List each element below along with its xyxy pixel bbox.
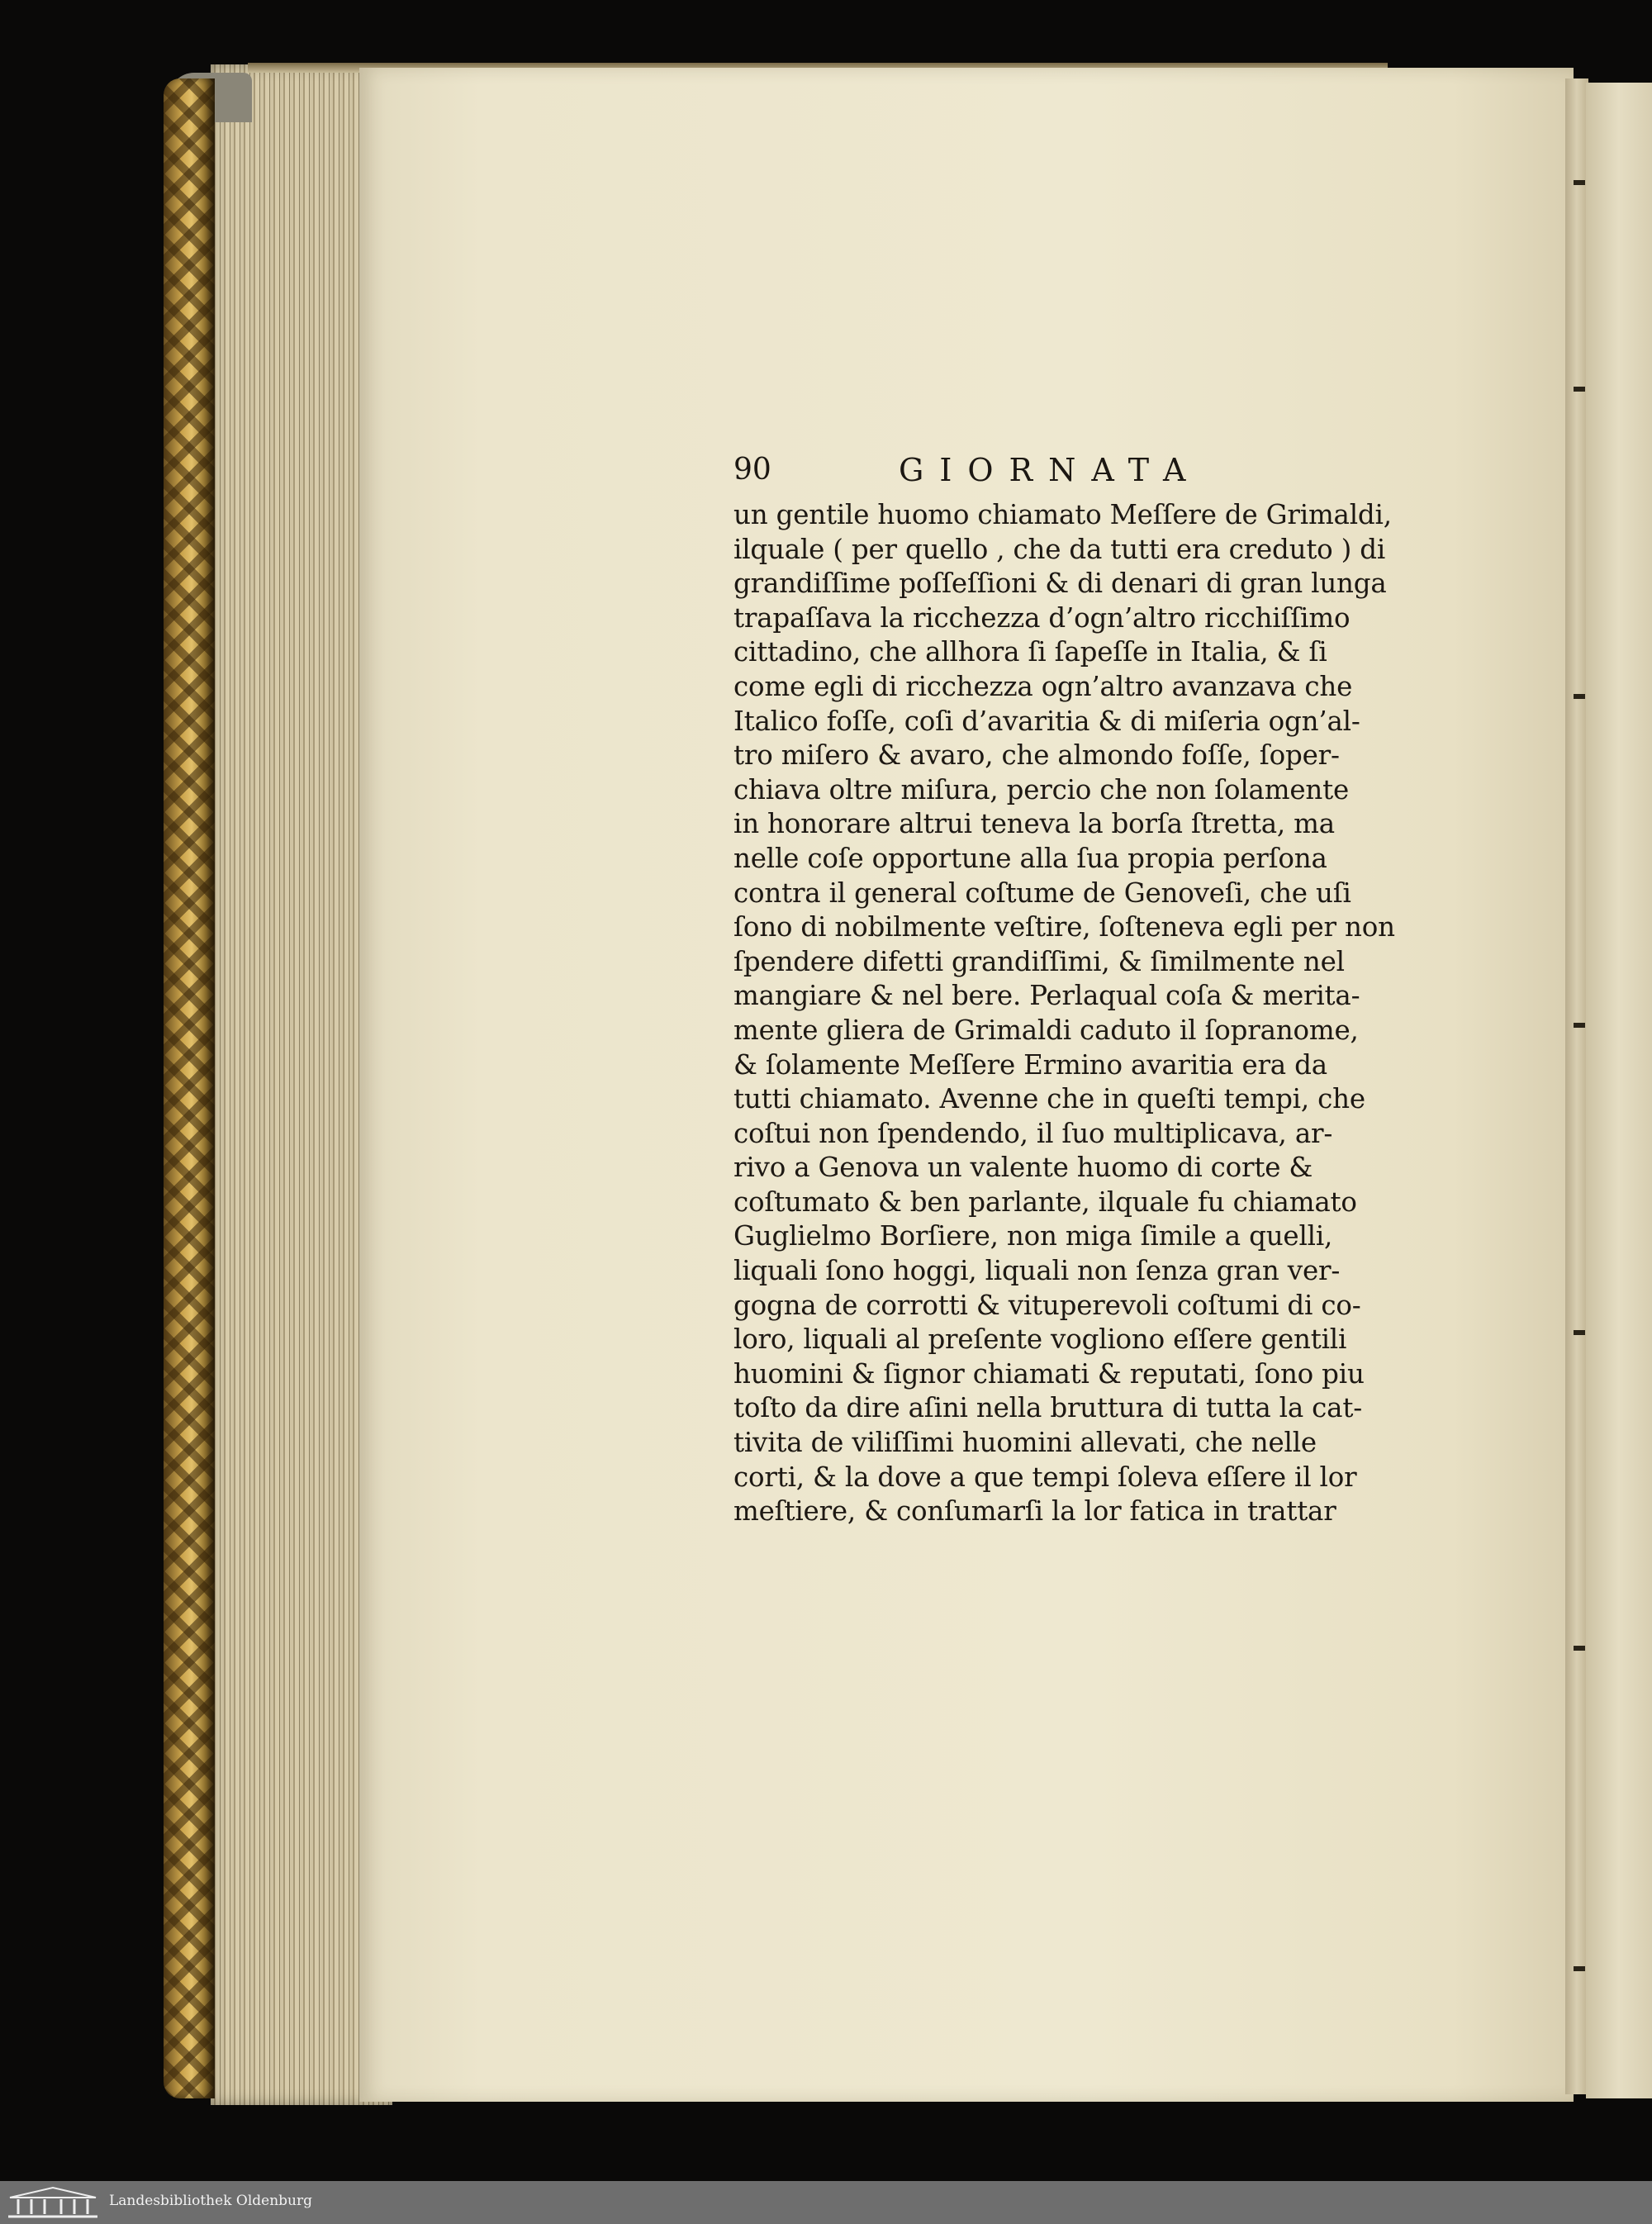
text-line: rivo a Genova un valente huomo di corte & [733, 1152, 1313, 1184]
text-line: Guglielmo Borſiere, non miga ſimile a quelli, [733, 1220, 1333, 1252]
library-building-icon [7, 2186, 99, 2219]
text-line: nelle coſe opportune alla ſua propia perſona [733, 842, 1327, 874]
text-line: tivita de viliſſimi huomini allevati, che nelle [733, 1427, 1317, 1459]
text-line: liquali ſono hoggi, liquali non ſenza gran ver- [733, 1255, 1341, 1287]
text-line: huomini & ſignor chiamati & reputati, ſono piu [733, 1357, 1365, 1390]
text-line: gogna de corrotti & vituperevoli coſtumi di co- [733, 1289, 1361, 1321]
binding-stitch [1574, 387, 1585, 392]
text-line: trapaſſava la ricchezza d’ogn’altro ricchiſſimo [733, 601, 1351, 634]
binding-stitch [1574, 694, 1585, 699]
text-line: ſono di nobilmente veſtire, ſoſteneva egli per non [733, 911, 1395, 943]
text-line: ilquale ( per quello , che da tutti era creduto ) di [733, 533, 1386, 565]
binding-stitch [1574, 1646, 1585, 1651]
footer-bar [0, 2181, 1652, 2224]
text-line: ſpendere difetti grandiſſimi, & ſimilmente nel [733, 945, 1345, 977]
text-line: mente gliera de Grimaldi caduto il ſopranome, [733, 1014, 1359, 1046]
text-line: & ſolamente Meſſere Ermino avaritia era da [733, 1048, 1327, 1081]
text-line: loro, liquali al preſente vogliono eſſere gentili [733, 1323, 1347, 1356]
text-line: contra il general coſtume de Genoveſi, che uſi [733, 877, 1351, 909]
binding-stitch [1574, 1966, 1585, 1971]
binding-stitch [1574, 180, 1585, 185]
text-line: come egli di ricchezza ogn’altro avanzava che [733, 670, 1353, 702]
running-head: GIORNATA [899, 452, 1202, 488]
library-name: Landesbibliothek Oldenburg [109, 2193, 313, 2209]
text-line: grandiſſime poſſeſſioni & di denari di gran lunga [733, 568, 1387, 600]
text-line: tutti chiamato. Avenne che in queſti tempi, che [733, 1083, 1365, 1115]
text-line: chiava oltre miſura, percio che non ſolamente [733, 773, 1350, 805]
text-line: in honorare altrui teneva la borſa ſtretta, ma [733, 808, 1335, 840]
text-line: Italico foſſe, coſi d’avaritia & di miſeria ogn’al- [733, 705, 1360, 737]
gilded-spine [164, 78, 215, 2098]
page-number: 90 [733, 453, 771, 487]
text-line: mangiare & nel bere. Perlaqual coſa & merita- [733, 980, 1360, 1012]
text-line: un gentile huomo chiamato Meſſere de Grimaldi, [733, 499, 1392, 530]
gutter [1565, 78, 1588, 2094]
body-text [733, 498, 1395, 1529]
text-line: toſto da dire aſini nella bruttura di tutta la cat- [733, 1392, 1362, 1424]
facing-page-edge [1586, 83, 1652, 2098]
text-line: meſtiere, & conſumarſi la lor fatica in trattar [733, 1495, 1336, 1528]
binding-stitch [1574, 1330, 1585, 1335]
page-header [733, 453, 1378, 494]
text-line: cittadino, che allhora ſi ſapeſſe in Italia, & ſi [733, 636, 1327, 668]
binding-stitch [1574, 1023, 1585, 1028]
text-line: coſtumato & ben parlante, ilquale fu chiamato [733, 1186, 1357, 1218]
text-line: corti, & la dove a que tempi ſoleva eſſere il lor [733, 1461, 1357, 1493]
text-line: coſtui non ſpendendo, il ſuo multiplicava, ar- [733, 1117, 1333, 1149]
text-line: tro miſero & avaro, che almondo foſſe, ſoper- [733, 739, 1340, 772]
